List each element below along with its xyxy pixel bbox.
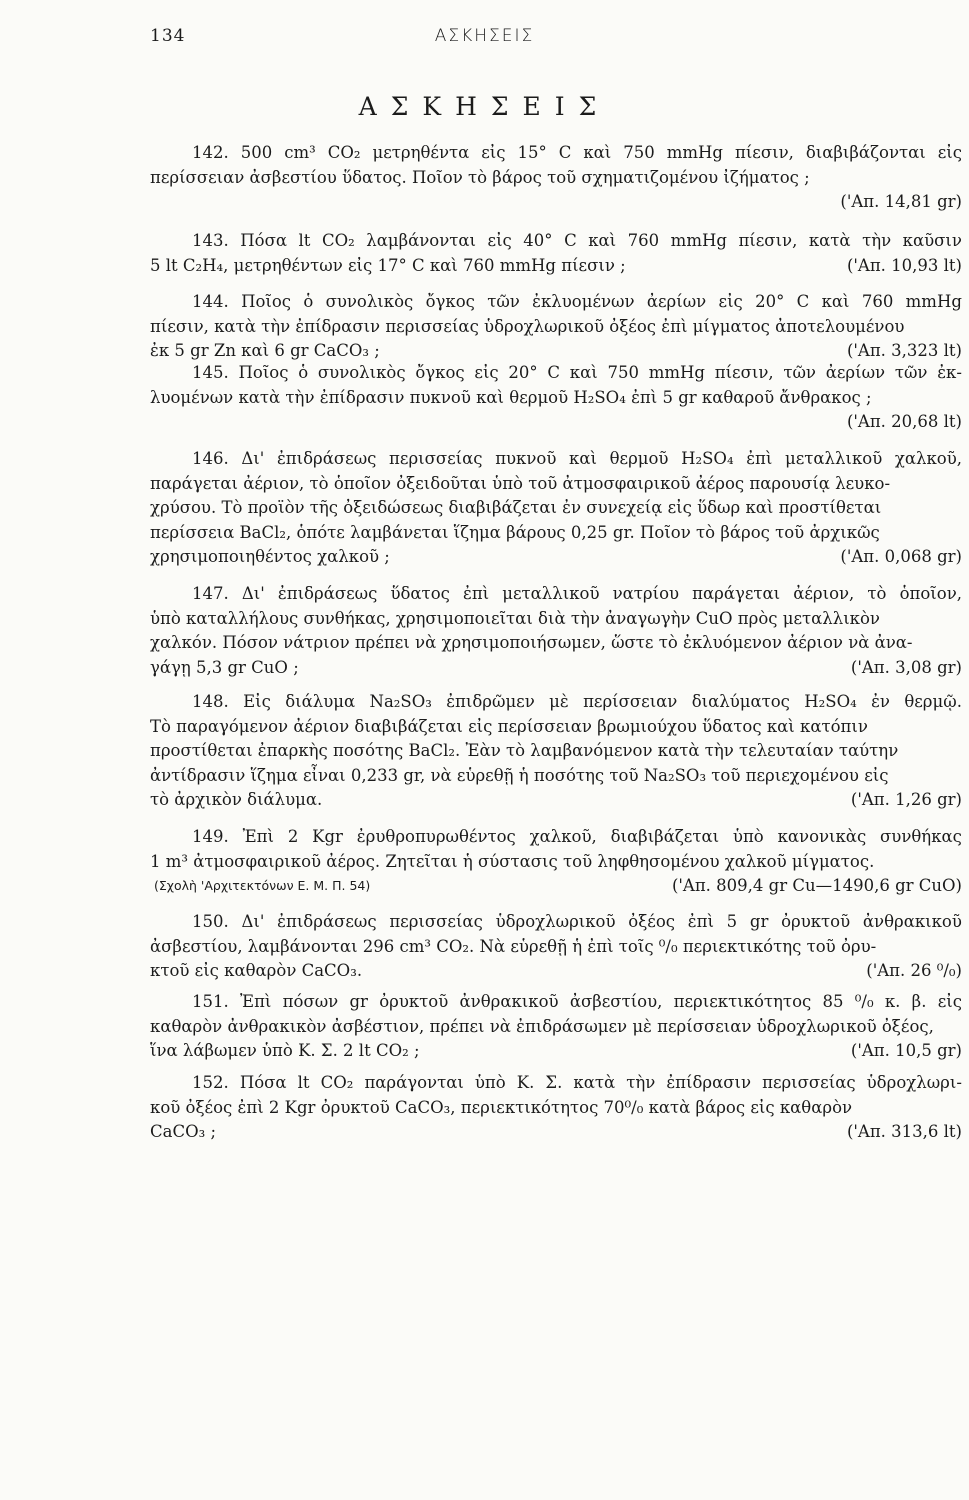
exercise-line: 5 lt C₂H₄, μετρηθέντων εἰς 17° C καὶ 760 mmHg πίεσιν ; <box>150 255 626 275</box>
word: Δι' <box>241 584 265 603</box>
word: lt <box>298 231 311 250</box>
word: εἰς <box>937 143 962 162</box>
word: ὑπὸ <box>732 827 764 846</box>
word: 20° <box>508 363 538 382</box>
word: Ποῖος <box>241 292 292 311</box>
exercise-146 <box>150 447 962 570</box>
word: ἐπιδρῶμεν <box>446 692 535 711</box>
word: πόσων <box>282 992 339 1011</box>
word: πίεσιν, <box>714 363 774 382</box>
word: 760 <box>861 292 894 311</box>
exercise-line: Τὸ παραγόμενον ἀέριον διαβιβάζεται εἰς περίσσειαν βρωμιούχου ὕδατος καὶ κατόπιν <box>150 716 868 736</box>
word: Σ. <box>545 1073 563 1092</box>
word: ἐν <box>871 692 890 711</box>
word: νατρίου <box>612 584 680 603</box>
word: ἐπίδρασιν <box>666 1073 752 1092</box>
word: 151. <box>192 992 229 1011</box>
word: διαβιβάζονται <box>805 143 926 162</box>
word: ἀνθρακικοῦ <box>459 992 559 1011</box>
word: μεταλλικοῦ <box>785 449 883 468</box>
word: ἐπιδράσεως <box>277 912 377 931</box>
exercise-line: γάγῃ 5,3 gr CuO ; <box>150 657 299 677</box>
word: ὀρυκτοῦ <box>379 992 449 1011</box>
answer: ('Απ. 3,08 gr) <box>850 657 962 677</box>
exercise-line: κτοῦ εἰς καθαρὸν CaCO₃. <box>150 961 363 980</box>
word: ἀνθρακικοῦ <box>862 912 962 931</box>
word: εἰς <box>487 231 512 250</box>
word: τῶν <box>894 363 928 382</box>
word: θερμοῦ <box>609 449 669 468</box>
word: mmHg <box>670 231 727 250</box>
word: καῦσιν <box>902 231 962 250</box>
word: κανονικὰς <box>777 827 867 846</box>
word: 40° <box>523 231 553 250</box>
exercise-line: χρησιμοποιηθέντος χαλκοῦ ; <box>150 547 390 566</box>
word: lt <box>297 1073 310 1092</box>
word: Πόσα <box>240 231 287 250</box>
word: περίσσειαν <box>583 692 678 711</box>
word: καὶ <box>583 143 612 162</box>
word: τὴν <box>626 1073 656 1092</box>
word: μετρηθέντα <box>372 143 470 162</box>
word: C <box>796 292 810 311</box>
word: ὄγκος <box>415 363 465 382</box>
exercise-145 <box>150 361 962 435</box>
running-head <box>0 26 969 50</box>
answer: ('Απ. 0,068 gr) <box>840 547 962 566</box>
running-title: ΑΣΚΗΣΕΙΣ <box>434 26 535 46</box>
exercise-line: ἵνα λάβωμεν ὑπὸ Κ. Σ. 2 lt CO₂ ; <box>150 1041 420 1060</box>
answer: ('Απ. 10,93 lt) <box>846 255 962 275</box>
word: mmHg <box>905 292 962 311</box>
word: περισσείας <box>762 1073 856 1092</box>
word: εἰς <box>718 292 743 311</box>
word: H₂SO₄ <box>681 449 734 468</box>
word: Εἰς <box>243 692 271 711</box>
exercise-149 <box>150 825 962 899</box>
word: ὑπὸ <box>474 1073 506 1092</box>
word: ἐπιδράσεως <box>277 584 378 603</box>
word: μὲ <box>549 692 569 711</box>
word: καὶ <box>821 292 850 311</box>
exercise-line <box>150 1071 962 1096</box>
exercise-line <box>150 910 962 935</box>
exercise-line: κοῦ ὀξέος ἐπὶ 2 Kgr ὀρυκτοῦ CaCO₃, περιεκτικότητος 70⁰/₀ κατὰ βάρος εἰς καθαρὸν <box>150 1097 853 1117</box>
word: C <box>558 143 572 162</box>
word: μεταλλικοῦ <box>502 584 600 603</box>
word: 146. <box>192 449 229 468</box>
word: ὀρυκτοῦ <box>781 912 851 931</box>
word: εἰς <box>937 992 962 1011</box>
word: ἐκλυομένων <box>532 292 635 311</box>
exercise-148 <box>150 690 962 813</box>
word: mmHg <box>648 363 705 382</box>
exercise-143 <box>150 229 962 278</box>
exercise-147 <box>150 582 962 680</box>
word: Na₂SO₃ <box>369 692 432 711</box>
word: ⁰/₀ <box>854 992 874 1011</box>
word: 5 <box>726 912 738 931</box>
word: 152. <box>192 1073 229 1092</box>
word: C <box>547 363 561 382</box>
word: καὶ <box>569 363 598 382</box>
word: συνθήκας <box>880 827 962 846</box>
word: 500 <box>240 143 273 162</box>
word: 750 <box>607 363 639 382</box>
answer: ('Απ. 26 ⁰/₀) <box>866 961 962 980</box>
word: ἐπὶ <box>462 584 490 603</box>
word: 143. <box>192 231 229 250</box>
word: cm³ <box>284 143 316 162</box>
word: διαλύματος <box>691 692 790 711</box>
exercise-line <box>150 229 962 254</box>
word: ὀξέος <box>628 912 676 931</box>
exercise-142 <box>150 141 962 215</box>
word: gr <box>349 992 368 1011</box>
word: 147. <box>192 584 229 603</box>
word: ἀερίων <box>646 292 707 311</box>
word: mmHg <box>666 143 723 162</box>
word: 760 <box>627 231 660 250</box>
exercise-152 <box>150 1071 962 1145</box>
exercise-144 <box>150 290 962 364</box>
word: ἐπιδράσεως <box>276 449 377 468</box>
exercise-line <box>150 361 962 386</box>
exercise-line <box>150 990 962 1015</box>
word: συνολικὸς <box>317 363 406 382</box>
section-title: ΑΣΚΗΣΕΙΣ <box>358 92 611 121</box>
source-citation: (Σχολὴ 'Αρχιτεκτόνων Ε. Μ. Π. 54) <box>154 878 371 893</box>
exercise-line: χρύσου. Τὸ προϊὸν τῆς ὀξειδώσεως διαβιβάζεται ἐν συνεχείᾳ εἰς ὕδωρ καὶ προστίθεται <box>150 498 882 517</box>
word: ἀέριον, <box>793 584 855 603</box>
word: χαλκοῦ, <box>894 449 962 468</box>
exercise-line: ἐκ 5 gr Zn καὶ 6 gr CaCO₃ ; <box>150 341 380 360</box>
word: ὁ <box>303 292 314 311</box>
exercise-line: προστίθεται ἐπαρκὴς ποσότης BaCl₂. Ἐὰν τὸ λαμβανόμενον κατὰ τὴν τελευταίαν ταύτην <box>150 741 899 760</box>
word: Πόσα <box>239 1073 287 1092</box>
word: καὶ <box>588 231 617 250</box>
word: παράγεται <box>692 584 781 603</box>
word: 148. <box>192 692 229 711</box>
word: Κ. <box>516 1073 535 1092</box>
word: 750 <box>623 143 655 162</box>
exercise-line: χαλκόν. Πόσον νάτριον πρέπει νὰ χρησιμοποιήσωμεν, ὥστε τὸ ἐκλυόμενον ἀέριον νὰ ἀνα- <box>150 633 913 652</box>
exercise-line: ἀσβεστίου, λαμβάνονται 296 cm³ CO₂. Νὰ εὑρεθῇ ἡ ἐπὶ τοῖς ⁰/₀ περιεκτικότης τοῦ ὀρυ- <box>150 936 877 956</box>
exercise-line <box>150 447 962 472</box>
word: ἐπὶ <box>687 912 714 931</box>
word: θερμῷ. <box>904 692 962 711</box>
word: Δι' <box>241 449 265 468</box>
word: 20° <box>755 292 785 311</box>
answer: ('Απ. 10,5 gr) <box>850 1041 962 1060</box>
word: παράγονται <box>364 1073 464 1092</box>
word: 150. <box>192 912 229 931</box>
word: H₂SO₄ <box>804 692 857 711</box>
word: πίεσιν, <box>734 143 794 162</box>
exercise-line: ὑπὸ καταλλήλους συνθήκας, χρησιμοποιεῖται διὰ τὴν ἀναγωγὴν CuO πρὸς μεταλλικὸν <box>150 608 880 628</box>
word: τῶν <box>487 292 520 311</box>
word: συνολικὸς <box>325 292 414 311</box>
word: ἀερίων <box>825 363 886 382</box>
word: CO₂ <box>321 231 355 250</box>
answer: ('Απ. 809,4 gr Cu—1490,6 gr CuO) <box>671 876 962 895</box>
exercise-line: 1 m³ ἀτμοσφαιρικοῦ ἀέρος. Ζητεῖται ἡ σύστασις τοῦ ληφθησομένου χαλκοῦ μίγματος. <box>150 851 875 871</box>
exercise-line <box>150 690 962 715</box>
word: β. <box>911 992 927 1011</box>
answer: ('Απ. 20,68 lt) <box>846 412 962 431</box>
word: ἐπὶ <box>746 449 773 468</box>
word: ὑδροχλωρι- <box>866 1073 962 1092</box>
word: 149. <box>192 827 229 846</box>
answer: ('Απ. 3,323 lt) <box>846 341 962 360</box>
word: Ἐπὶ <box>240 992 272 1011</box>
exercise-line <box>150 141 962 166</box>
word: Δι' <box>241 912 265 931</box>
word: ὄγκος <box>425 292 475 311</box>
answer: ('Απ. 14,81 gr) <box>840 192 962 211</box>
exercise-line <box>150 290 962 315</box>
exercise-151 <box>150 990 962 1064</box>
exercise-150 <box>150 910 962 984</box>
word: πίεσιν, <box>738 231 798 250</box>
word: τῶν <box>783 363 816 382</box>
word: καὶ <box>569 449 597 468</box>
answer: ('Απ. 313,6 lt) <box>846 1122 962 1141</box>
answer: ('Απ. 1,26 gr) <box>850 790 962 809</box>
word: περισσείας <box>389 912 483 931</box>
word: διάλυμα <box>285 692 356 711</box>
exercise-line: λυομένων κατὰ τὴν ἐπίδρασιν πυκνοῦ καὶ θερμοῦ H₂SO₄ ἐπὶ 5 gr καθαροῦ ἄνθρακος ; <box>150 387 872 407</box>
word: κατὰ <box>573 1073 616 1092</box>
word: περισσείας <box>389 449 483 468</box>
word: ὑδροχλωρικοῦ <box>495 912 616 931</box>
word: περιεκτικότητος <box>673 992 812 1011</box>
word: CO₂ <box>320 1073 354 1092</box>
word: κ. <box>884 992 901 1011</box>
word: τὸ <box>867 584 887 603</box>
exercise-line: περίσσειαν ἀσβεστίου ὕδατος. Ποῖον τὸ βάρος τοῦ σχηματιζομένου ἰζήματος ; <box>150 167 810 187</box>
word: πυκνοῦ <box>495 449 557 468</box>
word: τὴν <box>862 231 892 250</box>
word: ἀσβεστίου, <box>569 992 663 1011</box>
exercise-line: CaCO₃ ; <box>150 1122 217 1141</box>
exercise-line: παράγεται ἀέριον, τὸ ὁποῖον ὀξειδοῦται ὑπὸ τοῦ ἀτμοσφαιρικοῦ ἀέρος παρουσίᾳ λευκο- <box>150 473 891 493</box>
exercise-line: καθαρὸν ἀνθρακικὸν ἀσβέστιον, πρέπει νὰ ἐπιδράσωμεν μὲ περίσσειαν ὑδροχλωρικοῦ ὀξέος, <box>150 1016 934 1036</box>
word: 2 <box>287 827 299 846</box>
exercise-line: τὸ ἀρχικὸν διάλυμα. <box>150 790 323 809</box>
word: Ποῖος <box>238 363 289 382</box>
word: ἐρυθροπυρωθέντος <box>356 827 516 846</box>
word: Ἐπὶ <box>242 827 274 846</box>
exercise-line: ἀντίδρασιν ἵζημα εἶναι 0,233 gr, νὰ εὑρεθῇ ἡ ποσότης τοῦ Na₂SO₃ τοῦ περιεχομένου εἰς <box>150 765 889 785</box>
word: ὁποῖον, <box>899 584 962 603</box>
word: 145. <box>192 363 229 382</box>
word: διαβιβάζεται <box>610 827 720 846</box>
exercise-line: περίσσεια BaCl₂, ὁπότε λαμβάνεται ἵζημα βάρους 0,25 gr. Ποῖον τὸ βάρος τοῦ ἀρχικῶς <box>150 522 880 542</box>
word: Kgr <box>312 827 343 846</box>
word: 85 <box>822 992 844 1011</box>
word: εἰς <box>474 363 499 382</box>
word: C <box>564 231 577 250</box>
word: 144. <box>192 292 229 311</box>
word: χαλκοῦ, <box>529 827 597 846</box>
word: εἰς <box>481 143 506 162</box>
word: κατὰ <box>808 231 851 250</box>
word: gr <box>749 912 769 931</box>
word: 142. <box>192 143 229 162</box>
word: ὁ <box>298 363 309 382</box>
word: λαμβάνονται <box>366 231 476 250</box>
exercise-line: πίεσιν, κατὰ τὴν ἐπίδρασιν περισσείας ὑδροχλωρικοῦ ὀξέος ἐπὶ μίγματος ἀποτελουμένου <box>150 316 905 336</box>
word: ὕδατος <box>390 584 450 603</box>
word: 15° <box>517 143 547 162</box>
page-number: 134 <box>150 26 186 46</box>
exercise-line <box>150 825 962 850</box>
word: CO₂ <box>327 143 361 162</box>
exercise-line <box>150 582 962 607</box>
word: ἐκ- <box>937 363 962 382</box>
